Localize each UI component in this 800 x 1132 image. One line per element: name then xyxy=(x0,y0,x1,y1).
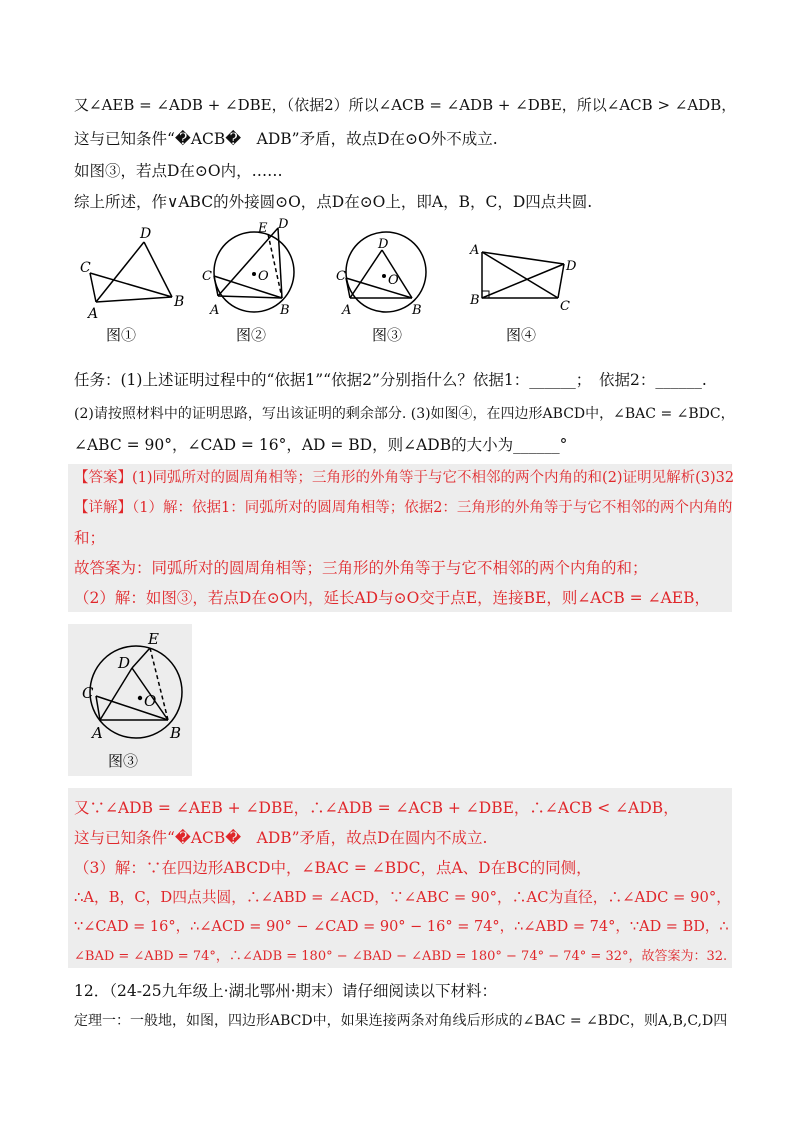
fig1-caption: 图① xyxy=(106,326,137,344)
fig3-label-o: O xyxy=(388,273,399,288)
detail-line-3: 故答案为：同弧所对的圆周角相等；三角形的外角等于与它不相邻的两个内角的和； xyxy=(74,559,648,577)
detail-text: （1）解：依据1：同弧所对的圆周角相等；依据2：三角形的外角等于与它不相邻的两个内角的 xyxy=(132,500,733,516)
problem-12-heading: 12．（24-25九年级上·湖北鄂州·期末）请仔细阅读以下材料： xyxy=(74,982,498,1000)
text-line-2: 这与已知条件“�ACB� ADB”矛盾，故点D在⊙O外不成立. xyxy=(74,130,498,148)
fig2-caption: 图② xyxy=(236,326,267,344)
fig5-label-c: C xyxy=(82,684,94,702)
fig2-label-e: E xyxy=(258,221,268,236)
answer-line xyxy=(74,467,734,489)
fig3-label-c: C xyxy=(336,269,346,284)
figure-2 xyxy=(200,218,310,350)
detail-line xyxy=(74,497,732,519)
fig2-label-b: B xyxy=(280,303,290,318)
fig5-caption: 图③ xyxy=(108,752,139,770)
fig5-label-e: E xyxy=(148,630,159,648)
solution-line-4: ∴A，B，C，D四点共圆，∴∠ABD = ∠ACD，∵∠ABC = 90°，∴AC为直径，∴∠ADC = 90°， xyxy=(74,889,732,906)
task-line-3: ∠ABC = 90°，∠CAD = 16°，AD = BD，则∠ADB的大小为______° xyxy=(74,436,568,454)
figure-3 xyxy=(336,228,436,350)
fig1-label-b: B xyxy=(174,294,185,310)
fig4-caption: 图④ xyxy=(506,326,537,344)
fig5-label-o: O xyxy=(144,692,157,710)
solution-line-1: 又∵∠ADB = ∠AEB + ∠DBE，∴∠ADB = ∠ACB + ∠DBE，∴∠ACB < ∠ADB， xyxy=(74,799,679,817)
fig3-label-a: A xyxy=(342,303,352,318)
fig3-label-b: B xyxy=(412,303,422,318)
fig3-label-d: D xyxy=(378,237,389,252)
text-line-3: 如图③，若点D在⊙O内，…… xyxy=(74,162,283,180)
task-line-2: (2)请按照材料中的证明思路，写出该证明的剩余部分. (3)如图④，在四边形ABCD中，∠BAC = ∠BDC， xyxy=(74,406,735,422)
fig3-caption: 图③ xyxy=(372,326,403,344)
fig1-label-d: D xyxy=(140,226,152,242)
fig1-label-c: C xyxy=(80,260,91,276)
answer-text: (1)同弧所对的圆周角相等；三角形的外角等于与它不相邻的两个内角的和(2)证明见解析(3)32 xyxy=(132,470,735,486)
detail-line-4: （2）解：如图③，若点D在⊙O内，延长AD与⊙O交于点E，连接BE，则∠ACB = ∠AEB， xyxy=(74,589,710,607)
text-line-4: 综上所述，作∨ABC的外接圆⊙O，点D在⊙O上，即A，B，C，D四点共圆. xyxy=(74,193,593,211)
solution-line-6: ∠BAD = ∠ABD = 74°，∴∠ADB = 180° − ∠BAD − ∠ABD = 180° − 74° − 74° = 32°，故答案为：32. xyxy=(74,949,728,964)
text-line-1: 又∠AEB = ∠ADB + ∠DBE，（依据2）所以∠ACB = ∠ADB + ∠DBE，所以∠ACB > ∠ADB， xyxy=(74,96,737,114)
fig2-label-a: A xyxy=(210,303,220,318)
fig4-label-d: D xyxy=(566,259,577,274)
detail-tag: 【详解】 xyxy=(74,500,132,516)
figure-4 xyxy=(466,240,586,350)
fig1-label-a: A xyxy=(88,306,99,322)
fig4-label-c: C xyxy=(560,299,570,314)
task-line-1: 任务：(1)上述证明过程中的“依据1”“依据2”分别指什么？依据1：______； 依据2：______. xyxy=(74,371,707,389)
fig4-label-a: A xyxy=(470,243,480,258)
detail-line-2: 和； xyxy=(74,529,106,547)
figure-1 xyxy=(76,220,196,350)
fig2-label-o: O xyxy=(258,269,269,284)
fig4-label-b: B xyxy=(470,293,480,308)
fig2-label-c: C xyxy=(202,269,212,284)
answer-tag: 【答案】 xyxy=(74,470,132,486)
solution-line-2: 这与已知条件“�ACB� ADB”矛盾，故点D在圆内不成立. xyxy=(74,829,488,847)
fig5-label-b: B xyxy=(170,724,182,742)
fig2-label-d: D xyxy=(278,218,289,232)
figure-5 xyxy=(78,626,192,776)
solution-line-5: ∵∠CAD = 16°，∴∠ACD = 90° − ∠CAD = 90° − 16° = 74°，∴∠ABD = 74°，∵AD = BD，∴ xyxy=(74,919,729,935)
theorem-line: 定理一：一般地，如图，四边形ABCD中，如果连接两条对角线后形成的∠BAC = ∠BDC，则A,B,C,D四 xyxy=(74,1013,728,1029)
fig5-label-a: A xyxy=(92,724,103,742)
fig5-label-d: D xyxy=(118,654,131,672)
solution-line-3: （3）解：∵在四边形ABCD中，∠BAC = ∠BDC，点A、D在BC的同侧， xyxy=(74,859,592,877)
